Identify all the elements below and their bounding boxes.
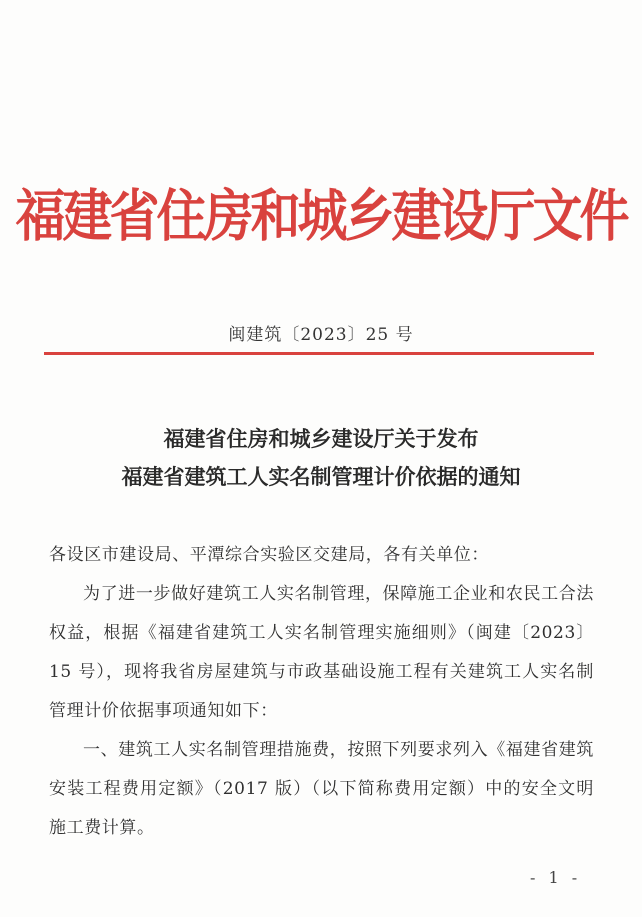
document-title — [0, 420, 642, 496]
agency-header: 福建省住房和城乡建设厅文件 — [15, 183, 627, 249]
document-number: 闽建筑〔2023〕25 号 — [228, 325, 414, 345]
page-number: - 1 - — [530, 868, 582, 887]
red-divider-line — [44, 352, 594, 355]
title-line-1: 福建省住房和城乡建设厅关于发布 — [163, 427, 479, 451]
document-body — [49, 536, 594, 848]
salutation: 各设区市建设局、平潭综合实验区交建局，各有关单位： — [49, 545, 489, 565]
title-line-2: 福建省建筑工人实名制管理计价依据的通知 — [121, 465, 521, 489]
paragraph-1: 为了进一步做好建筑工人实名制管理，保障施工企业和农民工合法权益，根据《福建省建筑工人实名制管理实施细则》（闽建〔2023〕15 号），现将我省房屋建筑与市政基础设施工程有关建筑工人实名制管理计价依据事项通知如下： — [49, 584, 594, 721]
paragraph-2: 一、建筑工人实名制管理措施费，按照下列要求列入《福建省建筑安装工程费用定额》（2017 版）（以下简称费用定额）中的安全文明施工费计算。 — [49, 740, 594, 838]
